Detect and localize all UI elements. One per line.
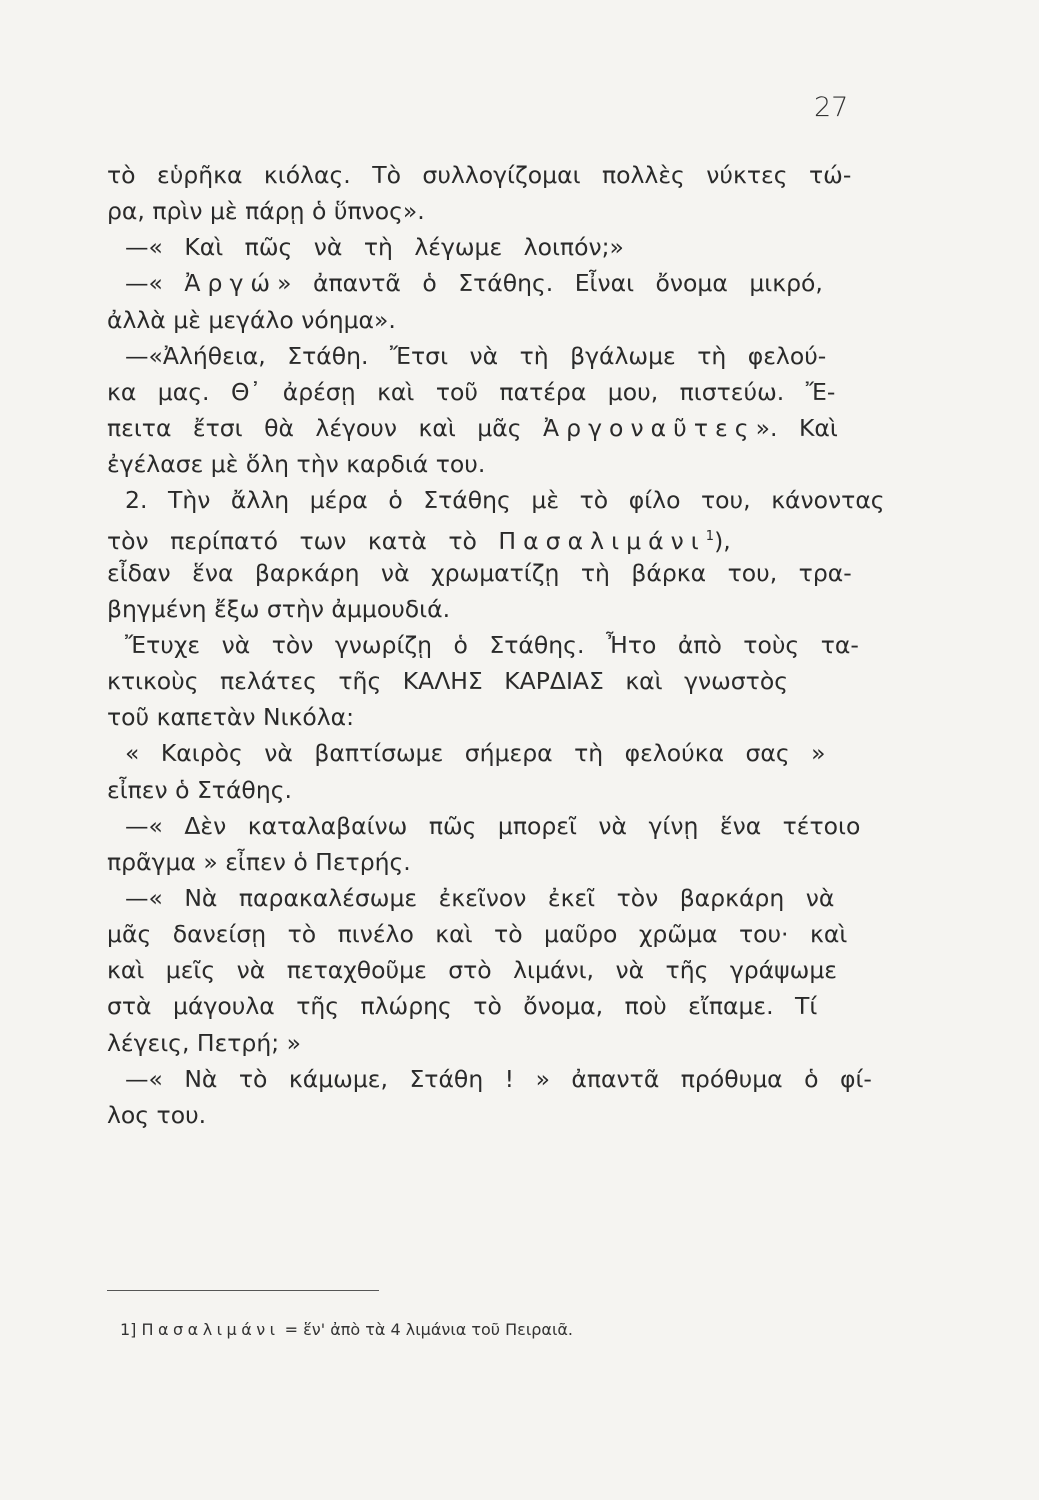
text-line: στὰ μάγουλα τῆς πλώρης τὸ ὄνομα, ποὺ εἴπαμε. Τί xyxy=(107,992,818,1021)
text-line: καὶ μεῖς νὰ πεταχθοῦμε στὸ λιμάνι, νὰ τῆς γράψωμε xyxy=(107,956,838,985)
footnote-ref: 1 xyxy=(705,528,715,544)
spaced-word: Ἀργοναῦτες xyxy=(542,414,756,443)
text-line: « Καιρὸς νὰ βαπτίσωμε σήμερα τὴ φελούκα σας » xyxy=(125,739,826,768)
text-line: μᾶς δανείσῃ τὸ πινέλο καὶ τὸ μαῦρο χρῶμα του· καὶ xyxy=(107,920,848,949)
text-line: —« Ἀργώ» ἀπαντᾶ ὁ Στάθης. Εἶναι ὄνομα μικρό, xyxy=(125,269,823,298)
footnote-text: = ἕν' ἀπὸ τὰ 4 λιμάνια τοῦ Πειραιᾶ. xyxy=(284,1320,573,1339)
page-number: 27 xyxy=(814,92,849,123)
text-line: εἶδαν ἕνα βαρκάρη νὰ χρωματίζῃ τὴ βάρκα του, τρα- xyxy=(107,558,852,587)
text-line: πρᾶγμα » εἶπεν ὁ Πετρής. xyxy=(107,847,411,876)
text-line: ρα, πρὶν μὲ πάρῃ ὁ ὕπνος». xyxy=(107,197,425,226)
text-line: τὸ εὑρῆκα κιόλας. Τὸ συλλογίζομαι πολλὲς νύκτες τώ- xyxy=(107,161,852,189)
text-line: —« Νὰ τὸ κάμωμε, Στάθη ! » ἀπαντᾶ πρόθυμα ὁ φί- xyxy=(125,1064,872,1093)
text-line: κα μας. Θ᾿ ἀρέσῃ καὶ τοῦ πατέρα μου, πιστεύω. Ἔ- xyxy=(107,377,836,406)
text-line: πειτα ἔτσι θὰ λέγουν καὶ μᾶς Ἀργοναῦτες». Καὶ xyxy=(107,414,838,443)
spaced-word: Πασαλιμάνι xyxy=(498,526,706,555)
text-line: λος του. xyxy=(107,1100,207,1129)
text-line: —« Καὶ πῶς νὰ τὴ λέγωμε λοιπόν;» xyxy=(125,233,624,262)
footnote-marker: 1] xyxy=(120,1320,137,1339)
text-line: —«Ἀλήθεια, Στάθη. Ἔτσι νὰ τὴ βγάλωμε τὴ φελού- xyxy=(125,341,827,370)
text-line: ἀλλὰ μὲ μεγάλο νόημα». xyxy=(107,305,396,334)
spaced-word: Ἀργώ xyxy=(184,269,278,298)
text-line: —« Νὰ παρακαλέσωμε ἐκεῖνον ἐκεῖ τὸν βαρκάρη νὰ xyxy=(125,884,835,912)
footnote xyxy=(120,1317,573,1343)
text-line: εἶπεν ὁ Στάθης. xyxy=(107,775,292,804)
footnote-divider xyxy=(107,1290,379,1291)
text-line: τοῦ καπετὰν Νικόλα: xyxy=(107,703,355,732)
text-line: ἐγέλασε μὲ ὅλη τὴν καρδιά του. xyxy=(107,450,486,479)
text-line: κτικοὺς πελάτες τῆς ΚΑΛΗΣ ΚΑΡΔΙΑΣ καὶ γνωστὸς xyxy=(107,667,789,696)
text-line: 2. Τὴν ἄλλη μέρα ὁ Στάθης μὲ τὸ φίλο του, κάνοντας xyxy=(125,486,885,515)
text-line: βηγμένη ἔξω στὴν ἀμμουδιά. xyxy=(107,594,451,623)
text-line: τὸν περίπατό των κατὰ τὸ Πασαλιμάνι$^1$), xyxy=(107,526,731,555)
text-line: λέγεις, Πετρή; » xyxy=(107,1028,302,1057)
text-line: Ἔτυχε νὰ τὸν γνωρίζῃ ὁ Στάθης. Ἦτο ἀπὸ τοὺς τα- xyxy=(125,630,859,659)
footnote-term: Πασαλιμάνι xyxy=(141,1320,280,1339)
text-line: —« Δὲν καταλαβαίνω πῶς μπορεῖ νὰ γίνῃ ἕνα τέτοιο xyxy=(125,811,861,840)
